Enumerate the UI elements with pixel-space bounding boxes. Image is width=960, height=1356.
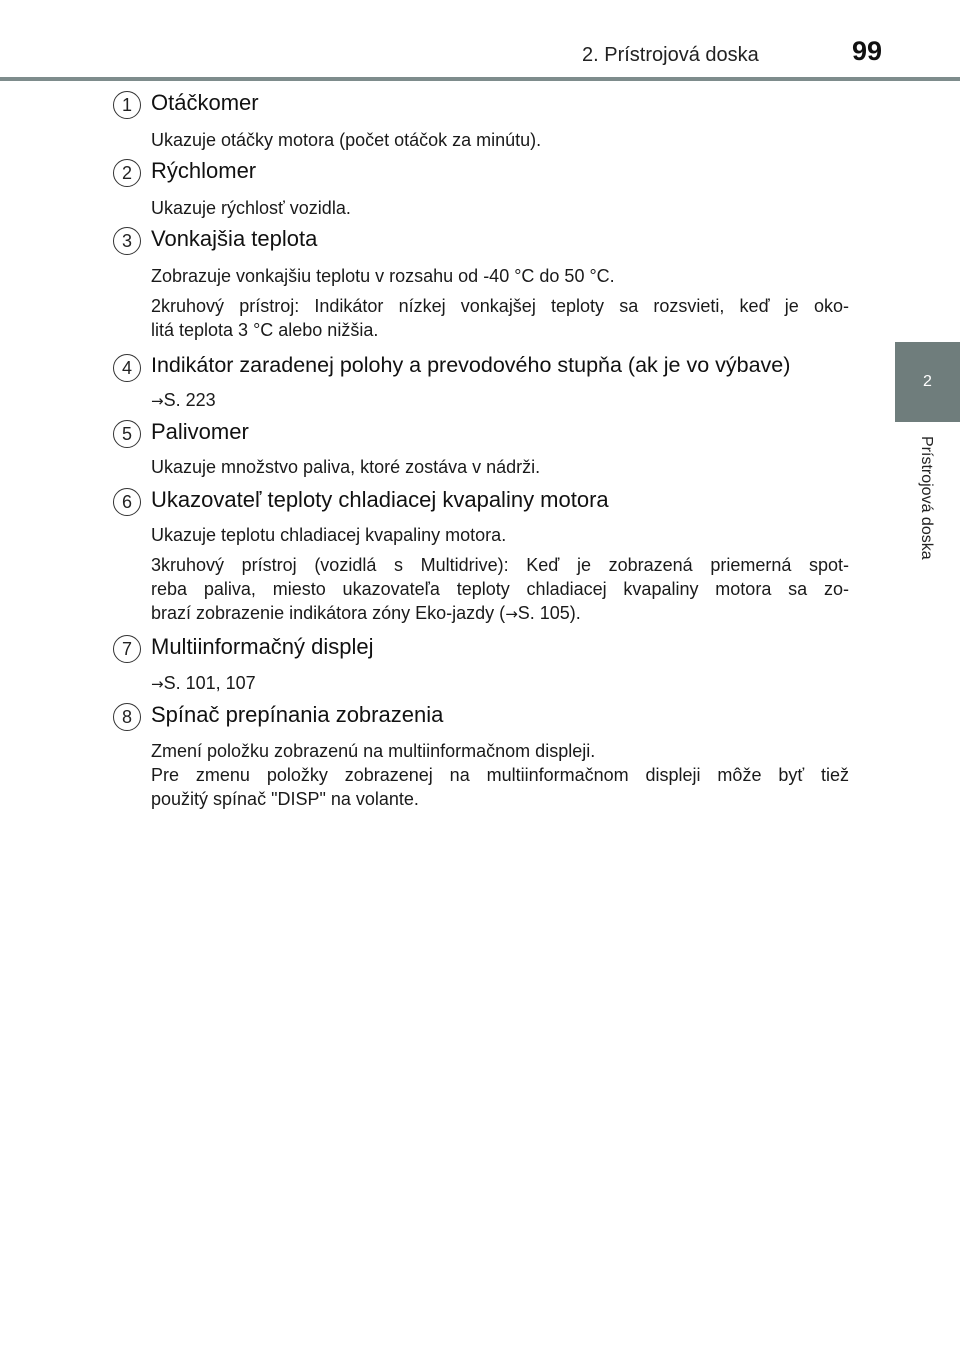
item-title: Spínač prepínania zobrazenia [151,702,444,727]
item-text: použitý spínač "DISP" na volante. [151,789,419,809]
item-text: reba paliva, miesto ukazovateľa teploty chladiacej kvapaliny motora sa zo- [151,579,849,599]
item-ref[interactable] [151,672,849,695]
page-reference[interactable]: S. 105). [517,603,581,623]
item-title: Multiinformačný displej [151,634,374,659]
page-reference[interactable]: S. 223 [163,390,216,410]
item-text: Ukazuje rýchlosť vozidla. [151,198,351,218]
arrow-right-icon: → [151,675,164,693]
item-badge: 8 [113,703,141,731]
item-badge: 2 [113,159,141,187]
item-badge: 3 [113,227,141,255]
header-title: 2. Prístrojová doska [582,44,759,66]
arrow-right-icon: → [505,605,518,623]
chapter-tab-number: 2 [923,373,932,390]
item-title: Palivomer [151,419,249,444]
item-badge: 6 [113,488,141,516]
item-text [151,602,849,625]
item-title: Otáčkomer [151,90,259,115]
header-rule [0,77,960,81]
item-title: Vonkajšia teplota [151,226,318,251]
item-text: 3kruhový prístroj (vozidlá s Multidrive): Keď je zobrazená priemerná spot- [151,555,849,575]
chapter-side-label: Prístrojová doska [918,436,935,560]
item-text: Pre zmenu položky zobrazenej na multiinformačnom displeji môže byť tiež [151,765,849,785]
item-text: 2kruhový prístroj: Indikátor nízkej vonkajšej teploty sa rozsvieti, keď je oko- [151,296,849,316]
item-text: Ukazuje množstvo paliva, ktoré zostáva v nádrži. [151,457,541,477]
item-ref[interactable] [151,389,849,412]
item-text: Ukazuje otáčky motora (počet otáčok za minútu). [151,130,542,150]
item-title: Rýchlomer [151,158,257,183]
arrow-right-icon: → [151,392,164,410]
item-text: Ukazuje teplotu chladiacej kvapaliny motora. [151,525,507,545]
item-text: Zobrazuje vonkajšiu teplotu v rozsahu od -40 °C do 50 °C. [151,266,615,286]
item-text-start: brazí zobrazenie indikátora zóny Eko-jazdy ( [151,603,506,623]
item-title: Ukazovateľ teploty chladiacej kvapaliny motora [151,487,609,512]
page-number: 99 [852,36,883,66]
item-badge: 7 [113,635,141,663]
item-badge: 1 [113,91,141,119]
item-badge: 4 [113,354,141,382]
item-text: litá teplota 3 °C alebo nižšia. [151,320,379,340]
page-reference[interactable]: S. 101, 107 [163,673,256,693]
item-title: Indikátor zaradenej polohy a prevodového stupňa (ak je vo výbave) [151,353,791,377]
item-badge: 5 [113,420,141,448]
item-text: Zmení položku zobrazenú na multiinformačnom displeji. [151,741,596,761]
chapter-tab[interactable] [895,342,960,422]
